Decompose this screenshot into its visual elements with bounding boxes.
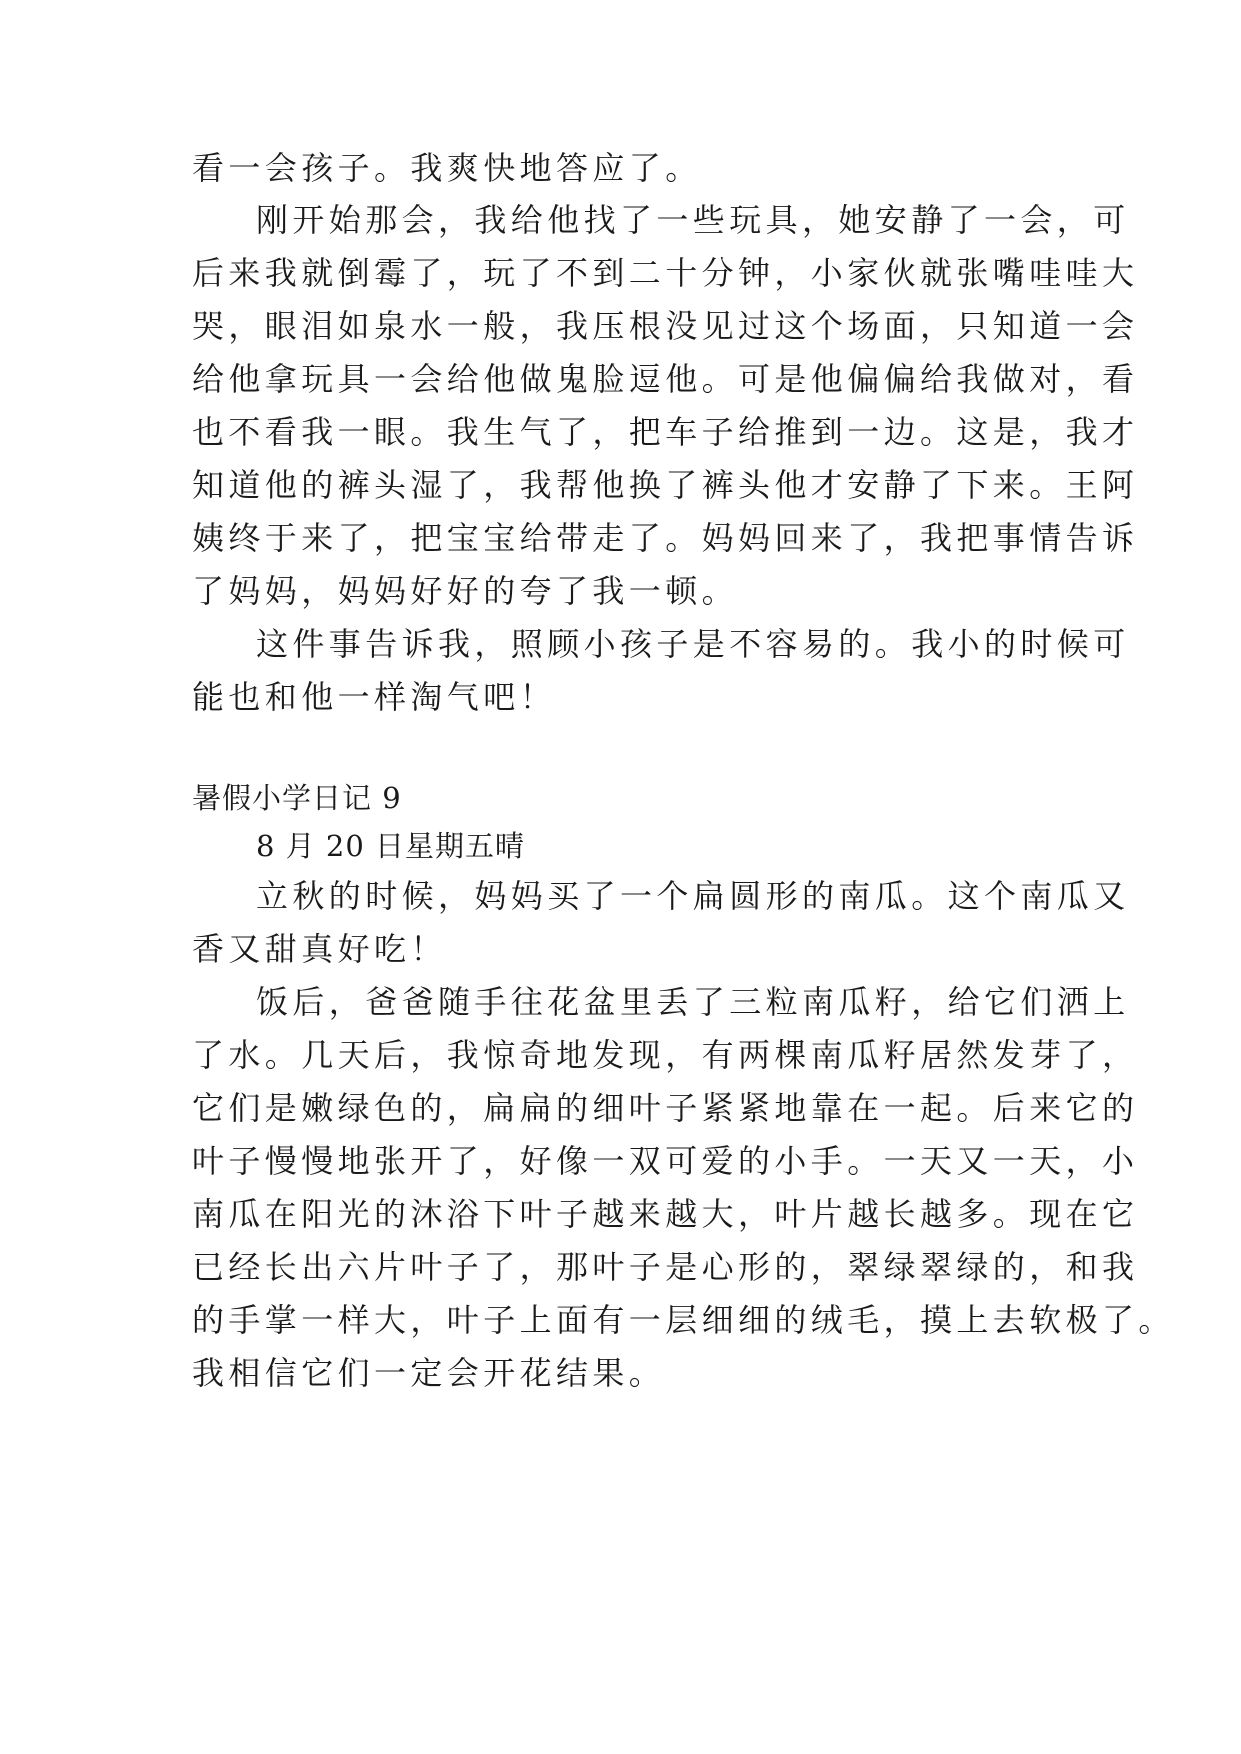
paragraph-line: 饭后，爸爸随手往花盆里丢了三粒南瓜籽，给它们洒上	[256, 983, 1130, 1021]
paragraph-line: 立秋的时候，妈妈买了一个扁圆形的南瓜。这个南瓜又	[256, 877, 1130, 915]
paragraph-line: 我相信它们一定会开花结果。	[192, 1354, 666, 1392]
paragraph-line: 它们是嫩绿色的，扁扁的细叶子紧紧地靠在一起。后来它的	[192, 1089, 1139, 1127]
paragraph-line: 刚开始那会，我给他找了一些玩具，她安静了一会，可	[256, 201, 1130, 239]
paragraph-line: 这件事告诉我，照顾小孩子是不容易的。我小的时候可	[256, 625, 1130, 663]
paragraph-line: 了水。几天后，我惊奇地发现，有两棵南瓜籽居然发芽了，	[192, 1036, 1139, 1074]
paragraph-line: 香又甜真好吃！	[192, 930, 447, 968]
paragraph-line: 南瓜在阳光的沐浴下叶子越来越大，叶片越长越多。现在它	[192, 1195, 1139, 1233]
paragraph-line: 的手掌一样大，叶子上面有一层细细的绒毛，摸上去软极了。	[192, 1301, 1175, 1339]
diary-title: 暑假小学日记 9	[192, 781, 402, 815]
paragraph-line: 也不看我一眼。我生气了，把车子给推到一边。这是，我才	[192, 413, 1139, 451]
paragraph-line: 姨终于来了，把宝宝给带走了。妈妈回来了，我把事情告诉	[192, 519, 1139, 557]
paragraph-line: 给他拿玩具一会给他做鬼脸逗他。可是他偏偏给我做对，看	[192, 360, 1139, 398]
paragraph-line: 已经长出六片叶子了，那叶子是心形的，翠绿翠绿的，和我	[192, 1248, 1139, 1286]
paragraph-line: 能也和他一样淘气吧！	[192, 678, 557, 716]
paragraph-line: 看一会孩子。我爽快地答应了。	[192, 149, 702, 187]
paragraph-line: 知道他的裤头湿了，我帮他换了裤头他才安静了下来。王阿	[192, 466, 1139, 504]
paragraph-line: 了妈妈，妈妈好好的夸了我一顿。	[192, 572, 739, 610]
paragraph-line: 叶子慢慢地张开了，好像一双可爱的小手。一天又一天，小	[192, 1142, 1139, 1180]
paragraph-line: 后来我就倒霉了，玩了不到二十分钟，小家伙就张嘴哇哇大	[192, 254, 1139, 292]
paragraph-line: 哭，眼泪如泉水一般，我压根没见过这个场面，只知道一会	[192, 307, 1139, 345]
diary-date: 8 月 20 日星期五晴	[256, 829, 526, 863]
